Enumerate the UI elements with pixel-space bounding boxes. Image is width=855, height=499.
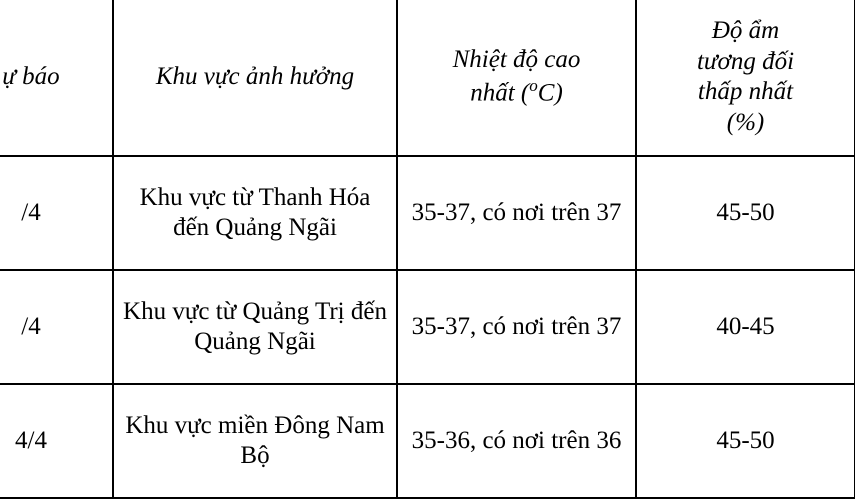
cell-forecast-date: /4	[0, 156, 113, 270]
cell-max-temperature: 35-37, có nơi trên 37	[397, 156, 636, 270]
humidity-header-line2: tương đối	[696, 47, 795, 75]
degree-superscript: o	[529, 75, 538, 95]
column-header-min-humidity	[636, 0, 855, 156]
cell-min-humidity: 45-50	[636, 384, 855, 498]
cell-max-temperature: 35-36, có nơi trên 36	[397, 384, 636, 498]
cell-affected-area: Khu vực từ Quảng Trị đến Quảng Ngãi	[113, 270, 397, 384]
cell-forecast-date: /4	[0, 270, 113, 384]
table-header	[0, 0, 855, 156]
temp-header-line2: nhất (	[470, 79, 530, 107]
table-row	[0, 156, 855, 270]
table-header-row	[0, 0, 855, 156]
table-row	[0, 270, 855, 384]
column-header-forecast-date: ự báo	[0, 0, 113, 156]
cell-max-temperature: 35-37, có nơi trên 37	[397, 270, 636, 384]
humidity-header-line3: thấp nhất	[697, 78, 794, 105]
temp-header-line1: Nhiệt độ cao	[452, 46, 581, 74]
humidity-header-line4: (%)	[726, 108, 765, 136]
cell-forecast-date: 4/4	[0, 384, 113, 498]
column-header-max-temperature	[397, 0, 636, 156]
cell-min-humidity: 45-50	[636, 156, 855, 270]
cell-affected-area: Khu vực từ Thanh Hóa đến Quảng Ngãi	[113, 156, 397, 270]
column-header-affected-area: Khu vực ảnh hưởng	[113, 0, 397, 156]
cell-min-humidity: 40-45	[636, 270, 855, 384]
cell-affected-area: Khu vực miền Đông Nam Bộ	[113, 384, 397, 498]
humidity-header-line1: Độ ẩm	[711, 17, 780, 44]
table-body	[0, 156, 855, 498]
temp-header-line3: C)	[537, 79, 563, 107]
